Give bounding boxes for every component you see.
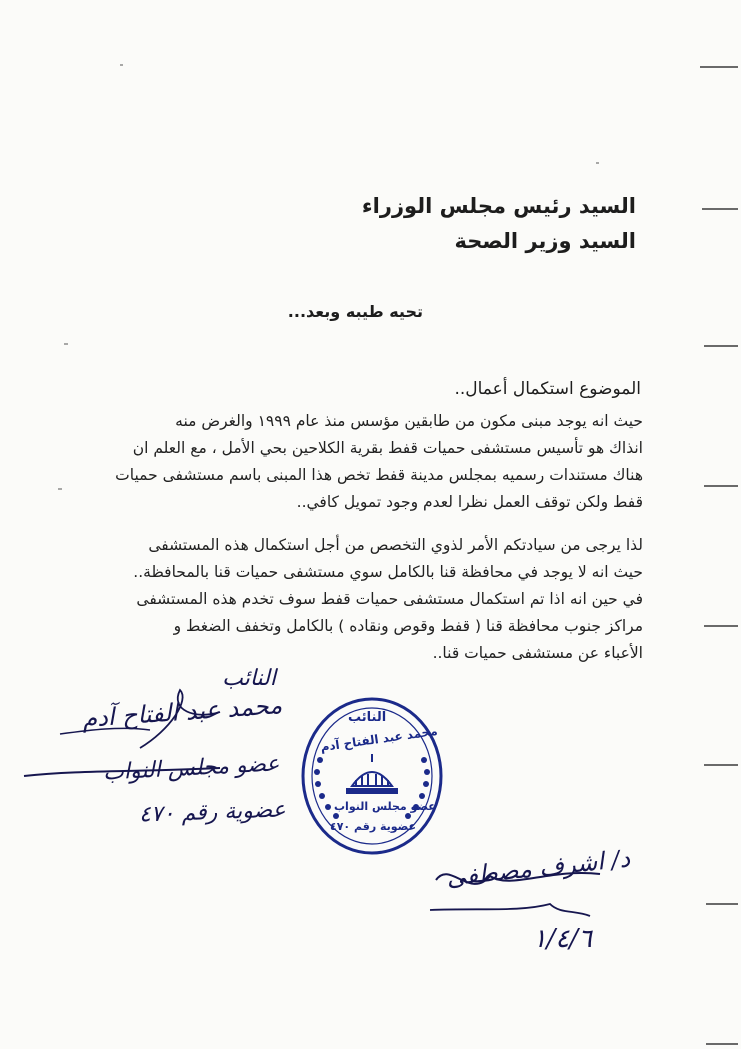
scan-edge-mark: [704, 345, 738, 347]
scan-edge-mark: [704, 764, 738, 766]
stamp-organization: عضو مجلس النواب: [334, 800, 436, 813]
stamp-title: النائب: [348, 710, 387, 725]
paragraph-line: مراكز جنوب محافظة قنا ( قفط وقوص ونقاده ) بالكامل وتخفف الضغط و: [173, 617, 643, 635]
recipient-signature-strokes: [400, 850, 640, 980]
scan-edge-mark: [700, 66, 738, 68]
signature-strokes: [20, 660, 290, 840]
subject-line: الموضوع استكمال أعمال..: [454, 379, 641, 399]
scan-edge-mark: [706, 1043, 738, 1045]
handwritten-signature-block: [20, 660, 290, 840]
greeting: تحيه طيبه وبعد...: [287, 302, 423, 321]
scan-speck: [64, 343, 68, 345]
recipient-signature: د/ اشرف مصطفى: [444, 844, 631, 892]
scan-speck: [120, 64, 123, 66]
stamp-name: محمد عبد الفتاح آدم: [319, 723, 439, 755]
addressee-line: السيد رئيس مجلس الوزراء: [361, 194, 636, 218]
body-paragraph-2: [133, 532, 643, 667]
scan-edge-mark: [702, 208, 738, 210]
scan-edge-mark: [704, 485, 738, 487]
signature-line-role: عضو مجلس النواب: [102, 751, 281, 786]
paragraph-line: انذاك هو تأسيس مستشفى حميات قفط بقرية الكلاحين بحي الأمل ، مع العلم ان: [132, 439, 643, 457]
scan-speck: [58, 488, 62, 490]
scan-edge-mark: [704, 625, 738, 627]
paragraph-line: حيث انه لا يوجد في محافظة قنا بالكامل سوي مستشفى حميات قنا بالمحافظة..: [133, 563, 643, 581]
paragraph-line: حيث انه يوجد مبنى مكون من طابقين مؤسس منذ عام ١٩٩٩ والغرض منه: [175, 412, 643, 430]
stamp-membership: عضوية رقم ٤٧٠: [330, 820, 417, 833]
signature-line-title: النائب: [222, 666, 276, 691]
official-stamp: [300, 696, 444, 856]
paragraph-line: الأعباء عن مستشفى حميات قنا..: [432, 644, 643, 662]
paragraph-line: لذا يرجى من سيادتكم الأمر لذوي التخصص من أجل استكمال هذه المستشفى: [148, 536, 643, 554]
body-paragraph-1: [115, 408, 643, 516]
signature-line-name: محمد عبد الفتاح آدم: [81, 691, 283, 733]
paragraph-line: في حين انه اذا تم استكمال مستشفى حميات قفط سوف تخدم هذه المستشفى: [136, 590, 643, 608]
recipient-note-date: ١/٤/٦: [532, 924, 592, 954]
paragraph-line: هناك مستندات رسميه بمجلس مدينة قفط تخص هذا المبنى باسم مستشفى حميات: [115, 466, 643, 484]
addressee-line: السيد وزير الصحة: [454, 229, 636, 253]
scan-edge-mark: [706, 903, 738, 905]
paragraph-line: قفط ولكن توقف العمل نظرا لعدم وجود تمويل كافي..: [296, 493, 643, 511]
recipient-handwritten-note: [400, 844, 640, 980]
signature-line-membership: عضوية رقم ٤٧٠: [138, 797, 287, 828]
scan-speck: [596, 162, 599, 164]
